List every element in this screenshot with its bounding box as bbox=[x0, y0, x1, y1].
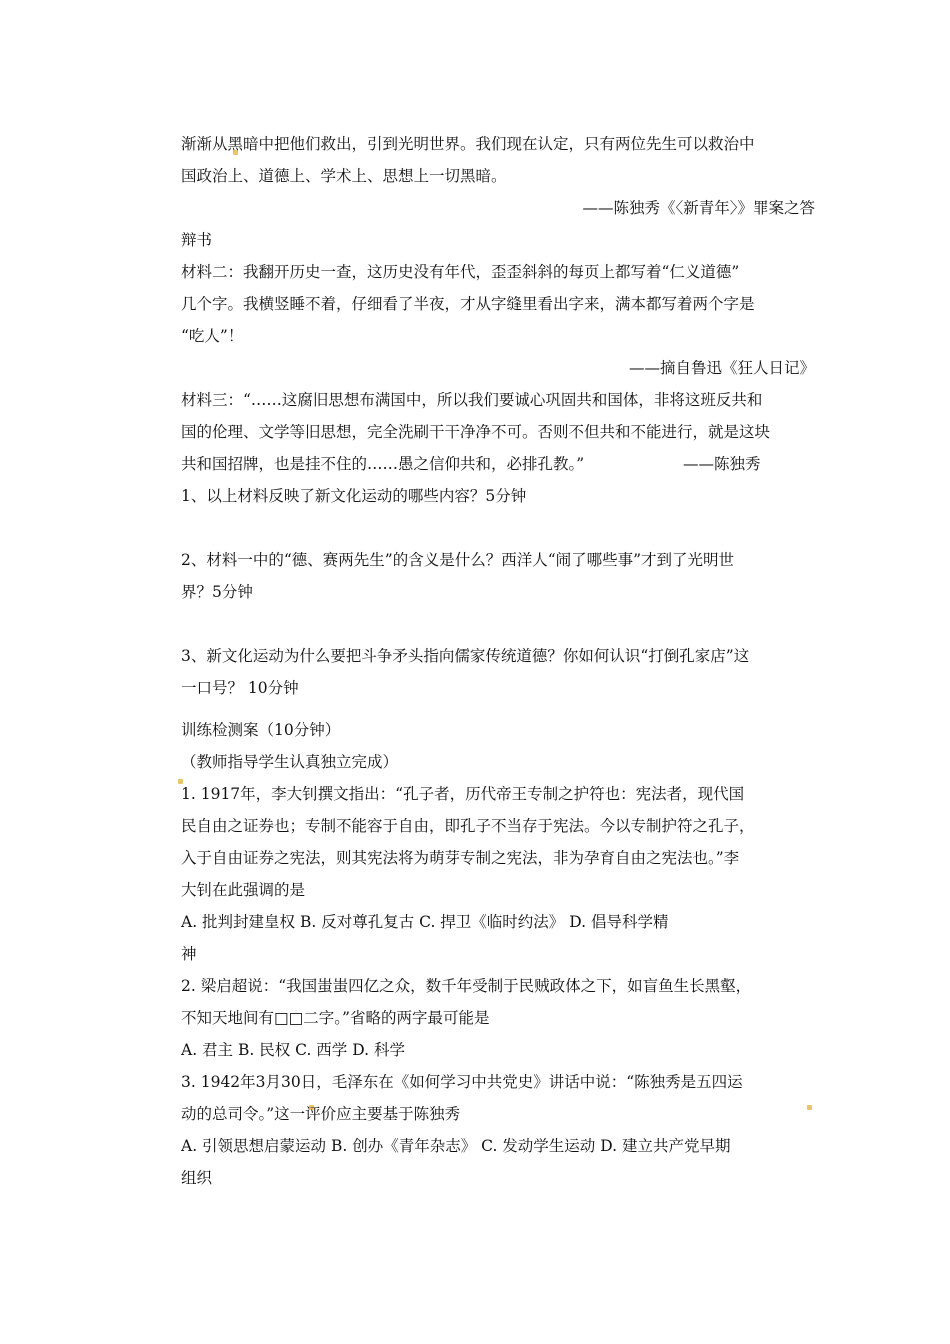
material3-line bbox=[181, 448, 815, 480]
mc3-options: 组织 bbox=[181, 1169, 213, 1187]
material1-line: 国政治上、道德上、学术上、思想上一切黑暗。 bbox=[181, 167, 507, 185]
question-3: 3、新文化运动为什么要把斗争矛头指向儒家传统道德？你如何认识“打倒孔家店”这 bbox=[181, 647, 750, 665]
material2-line: 材料二：我翻开历史一查，这历史没有年代，歪歪斜斜的每页上都写着“仁义道德” bbox=[181, 263, 740, 281]
answer-space bbox=[181, 512, 815, 544]
material3-line: 材料三：“……这腐旧思想布满国中，所以我们要诚心巩固共和国体，非将这班反共和 bbox=[181, 391, 763, 409]
material1-line: 渐渐从黑暗中把他们救出，引到光明世界。我们现在认定，只有两位先生可以救治中 bbox=[181, 135, 755, 153]
section-note: （教师指导学生认真独立完成） bbox=[181, 753, 399, 771]
document-body bbox=[181, 128, 815, 1194]
answer-space bbox=[181, 608, 815, 640]
mc1-options: A. 批判封建皇权 B. 反对尊孔复古 C. 捍卫《临时约法》 D. 倡导科学精 bbox=[181, 913, 669, 931]
mc1-stem: 入于自由证券之宪法，则其宪法将为萌芽专制之宪法，非为孕育自由之宪法也。”李 bbox=[181, 849, 740, 867]
question-1: 1、以上材料反映了新文化运动的哪些内容？5分钟 bbox=[181, 487, 527, 505]
material2-line: 几个字。我横竖睡不着，仔细看了半夜，才从字缝里看出字来，满本都写着两个字是 bbox=[181, 295, 755, 313]
answer-space bbox=[181, 704, 815, 714]
material1-source-cont: 辩书 bbox=[181, 231, 213, 249]
mc1-stem: 1. 1917年，李大钊撰文指出：“孔子者，历代帝王专制之护符也：宪法者，现代国 bbox=[181, 785, 745, 803]
mc1-options: 神 bbox=[181, 945, 197, 963]
mc3-stem: 动的总司令。”这一评价应主要基于陈独秀 bbox=[181, 1105, 461, 1123]
mc1-stem: 民自由之证券也；专制不能容于自由，即孔子不当存于宪法。今以专制护符之孔子， bbox=[181, 817, 755, 835]
question-2: 界？5分钟 bbox=[181, 583, 253, 601]
material2-line: “吃人”！ bbox=[181, 327, 244, 345]
mc3-stem: 3. 1942年3月30日，毛泽东在《如何学习中共党史》讲话中说：“陈独秀是五四运 bbox=[181, 1073, 743, 1091]
material2-source: ——摘自鲁迅《狂人日记》 bbox=[628, 359, 815, 377]
question-3: 一口号？ 10分钟 bbox=[181, 679, 299, 697]
material3-line: 国的伦理、文学等旧思想，完全洗刷干干净净不可。否则不但共和不能进行，就是这块 bbox=[181, 423, 771, 441]
material3-text: 共和国招牌，也是挂不住的……愚之信仰共和，必排孔教。” bbox=[181, 455, 585, 473]
section-title: 训练检测案（10分钟） bbox=[181, 721, 341, 739]
mc2-stem: 2. 梁启超说：“我国蚩蚩四亿之众，数千年受制于民贼政体之下，如盲鱼生长黑壑， bbox=[181, 977, 752, 995]
mc3-options: A. 引领思想启蒙运动 B. 创办《青年杂志》 C. 发动学生运动 D. 建立共产党早期 bbox=[181, 1137, 731, 1155]
material3-source: ——陈独秀 bbox=[683, 455, 761, 473]
material1-source: ——陈独秀《〈新青年〉》罪案之答 bbox=[582, 199, 815, 217]
mc2-stem: 不知天地间有□□二字。”省略的两字最可能是 bbox=[181, 1009, 490, 1027]
mc1-stem: 大钊在此强调的是 bbox=[181, 881, 306, 899]
question-2: 2、材料一中的“德、赛两先生”的含义是什么？西洋人“闹了哪些事”才到了光明世 bbox=[181, 551, 735, 569]
mc2-options: A. 君主 B. 民权 C. 西学 D. 科学 bbox=[181, 1041, 405, 1059]
